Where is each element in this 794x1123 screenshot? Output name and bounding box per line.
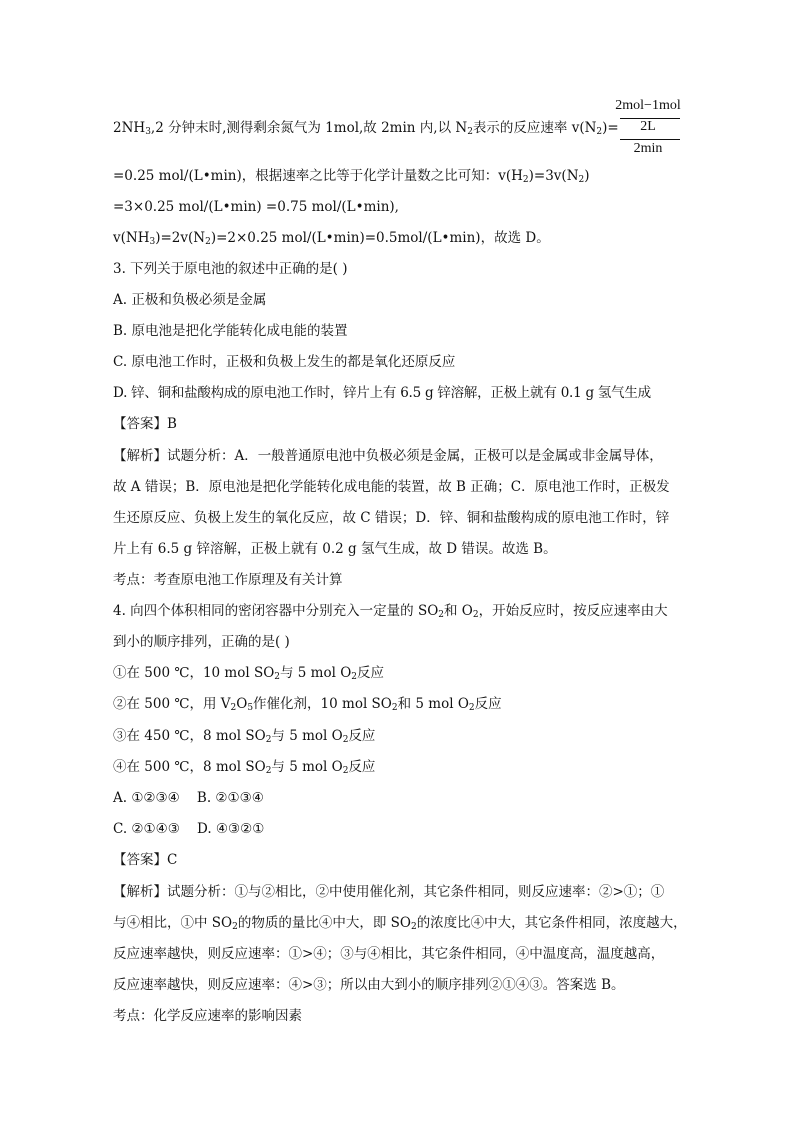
fraction-denominator: 2min <box>633 141 663 156</box>
q4-condition-1: ①在 500 ℃，10 mol $SO_2$与 5 mol $O_2$反应 <box>113 665 385 682</box>
fraction-middle: 2L <box>640 119 656 134</box>
q4-condition-2: ②在 500 ℃，用 $V_2O_5$作催化剂，10 mol $SO_2$和 5 mol $O_2$反应 <box>113 696 502 713</box>
q4-explanation-2: 与④相比，①中 $SO_2$的物质的量比④中大，即 $SO_2$的浓度比④中大，其它条件相同，浓度越大， <box>113 915 687 932</box>
q3-explanation-1: 【解析】试题分析：A．一般普通原电池中负极必须是金属，正极可以是金属或非金属导体， <box>113 448 663 464</box>
q3-option-b: B. 原电池是把化学能转化成电能的装置 <box>113 323 348 339</box>
q3-title: 3. 下列关于原电池的叙述中正确的是( ) <box>113 261 348 277</box>
q4-condition-3: ③在 450 ℃，8 mol $SO_2$与 5 mol $O_2$反应 <box>113 728 376 745</box>
fraction-numerator: 2mol−1mol <box>615 98 681 113</box>
solution-line-4: $v(NH_3)=2v(N_2)=2\times 0.25$ mol/(L•min)=0.5mol/(L•min)，故选 D。 <box>113 230 550 247</box>
q4-explanation-4: 反应速率越快，则反应速率：④>③；所以由大到小的顺序排列②①④③。答案选 B。 <box>113 977 625 993</box>
q3-option-c: C. 原电池工作时，正极和负极上发生的都是氧化还原反应 <box>113 354 456 370</box>
q4-title-2: 到小的顺序排列，正确的是( ) <box>113 634 290 650</box>
solution-line-2: =0.25 mol/(L•min)，根据速率之比等于化学计量数之比可知：$v(H_2)=3v(N_2)$ <box>113 168 590 185</box>
q3-explanation-3: 生还原反应、负极上发生的氧化反应，故 C 错误；D．锌、铜和盐酸构成的原电池工作时，锌 <box>113 510 670 526</box>
q3-answer: 【答案】B <box>113 416 177 432</box>
q4-options-cd: C. ②①④③ D. ④③②① <box>113 821 265 837</box>
q4-options-ab: A. ①②③④ B. ②①③④ <box>113 790 264 806</box>
q3-explanation-4: 片上有 6.5 g 锌溶解，正极上就有 0.2 g 氢气生成，故 D 错误。故选 B。 <box>113 541 557 557</box>
q4-answer: 【答案】C <box>113 852 178 868</box>
solution-line-3: =3×0.25 mol/(L•min) =0.75 mol/(L•min), <box>113 199 399 215</box>
q3-option-a: A. 正极和负极必须是金属 <box>113 292 267 308</box>
solution-line-1: $2NH_3,2$ 分钟末时,测得剩余氮气为 1mol,故 2min 内,以 $N_2$表示的反应速率 $v(N_2)=$ <box>113 120 619 137</box>
q4-explanation-1: 【解析】试题分析：①与②相比，②中使用催化剂，其它条件相同，则反应速率：②>①；① <box>113 884 665 900</box>
q4-explanation-3: 反应速率越快，则反应速率：①>④；③与④相比，其它条件相同，④中温度高，温度越高， <box>113 946 665 962</box>
fraction-bar-2 <box>620 139 680 140</box>
q4-condition-4: ④在 500 ℃，8 mol $SO_2$与 5 mol $O_2$反应 <box>113 759 376 776</box>
q4-title-1: 4. 向四个体积相同的密闭容器中分别充入一定量的 $SO_2$和 $O_2$，开始反应时，按反应速率由大 <box>113 603 668 620</box>
q3-option-d: D. 锌、铜和盐酸构成的原电池工作时，锌片上有 6.5 g 锌溶解，正极上就有 0.1 g 氢气生成 <box>113 385 651 401</box>
q4-knowledge-point: 考点：化学反应速率的影响因素 <box>113 1008 302 1024</box>
q3-knowledge-point: 考点：考查原电池工作原理及有关计算 <box>113 572 343 588</box>
q3-explanation-2: 故 A 错误；B．原电池是把化学能转化成电能的装置，故 B 正确；C．原电池工作时，正极发 <box>113 479 670 495</box>
